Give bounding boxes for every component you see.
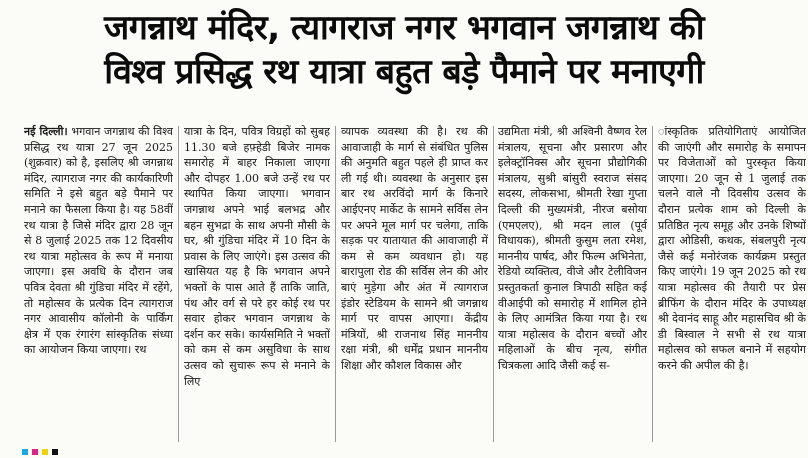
column-2-text: यात्रा के दिन, पवित्र विग्रहों को सुबह 11.30 बजे हफ़्हेडी बिजेर नामक समारोह में बाहर निकाला जाएगा और दोपहर 1.00 बजे उन्हें रथ पर स्थापित किया जाएगा। भगवान जगन्नाथ अपने भाई बलभद्र और बहन सुभद्रा के साथ अपनी मौसी के घर, श्री गुंडिचा मंदिर में 10 दिन के प्रवास के लिए जाएंगे। इस उत्सव की खासियत यह है कि भगवान अपने भक्तों के पास आते हैं ताकि जाति, पंथ और वर्ग से परे हर कोई रथ पर सवार होकर भगवान जगन्नाथ के दर्शन कर सके। कार्यसमिति ने भक्तों को कम से कम असुविधा के साथ उत्सव को सुचारू रूप से मनाने के लिए bbox=[184, 125, 330, 388]
registration-yellow-mark bbox=[42, 449, 48, 455]
article-column-1 bbox=[24, 124, 173, 442]
headline-line-1: जगन्नाथ मंदिर, त्यागराज नगर भगवान जगन्नाथ की bbox=[103, 8, 705, 48]
column-3-text: व्यापक व्यवस्था की है। रथ की आवाजाही के मार्ग से संबंधित पुलिस की अनुमति बहुत पहले ही प्राप्त कर ली गई थी। व्यवस्था के अनुसार इस बार रथ अरविंदो मार्ग के किनारे आईएनए मार्केट के सामने सर्विस लेन पर अपने मूल मार्ग पर चलेगा, ताकि सड़क पर यातायात की आवाजाही में कम से कम व्यवधान हो। यह बारापुला रोड की सर्विस लेन की ओर बाएं मुड़ेगा और अंत में त्यागराज इंडोर स्टेडियम के सामने श्री जगन्नाथ मार्ग पर वापस आएगा। केंद्रीय मंत्रियों, श्री राजनाथ सिंह माननीय रक्षा मंत्री, श्री धर्मेंद्र प्रधान माननीय शिक्षा और कौशल विकास और bbox=[341, 125, 488, 372]
article-column-2 bbox=[184, 124, 330, 442]
article-column-3 bbox=[341, 124, 488, 442]
registration-black-mark bbox=[52, 449, 58, 455]
headline-line-2: विश्व प्रसिद्ध रथ यात्रा बहुत बड़े पैमाने पर मनाएगी bbox=[104, 52, 704, 92]
dateline: नई दिल्ली। bbox=[24, 125, 68, 138]
registration-magenta-mark bbox=[32, 449, 38, 455]
print-registration-marks bbox=[22, 449, 58, 455]
article-body bbox=[0, 124, 808, 442]
registration-cyan-mark bbox=[22, 449, 28, 455]
article-column-4 bbox=[498, 124, 647, 442]
column-4-text: उद्यमिता मंत्री, श्री अश्विनी वैष्णव रेल मंत्रालय, सूचना और प्रसारण और इलेक्ट्रॉनिक्स और सूचना प्रौद्योगिकी मंत्रालय, सुश्री बांसुरी स्वराज संसद सदस्य, लोकसभा, श्रीमती रेखा गुप्ता दिल्ली की मुख्यमंत्री, नीरज बसोया (एमएलए), श्री मदन लाल (पूर्व विधायक), श्रीमती कुसुम लता रमेश, माननीय पार्षद, और फिल्म अभिनेता, रेडियो व्यक्तित्व, वीजे और टेलीविजन प्रस्तुतकर्ता कुनाल त्रिपाठी सहित कई वीआईपी को समारोह में शामिल होने के लिए आमंत्रित किया गया है। रथ यात्रा महोत्सव के दौरान बच्चों और महिलाओं के बीच नृत्य, संगीत चित्रकला आदि जैसी कई स- bbox=[498, 125, 647, 372]
column-5-text: ांस्कृतिक प्रतियोगिताएं आयोजित की जाएंगी और समारोह के समापन पर विजेताओं को पुरस्कृत किया जाएगा। 20 जून से 1 जुलाई तक चलने वाले नौ दिवसीय उत्सव के दौरान प्रत्येक शाम को दिल्ली के प्रतिष्ठित नृत्य समूह और उनके शिष्यों द्वारा ओडिसी, कथक, संबलपुरी नृत्य जैसे कई मनोरंजक कार्यक्रम प्रस्तुत किए जाएंगे। 19 जून 2025 को रथ यात्रा महोत्सव की तैयारी पर प्रेस ब्रीफिंग के दौरान मंदिर के उपाध्यक्ष श्री देवानंद साहू और महासचिव श्री के डी बिस्वाल ने सभी से रथ यात्रा महोत्सव को सफल बनाने में सहयोग करने की अपील की है। bbox=[658, 125, 806, 372]
article-column-5 bbox=[658, 124, 806, 442]
column-1-text: भगवान जगन्नाथ की विश्व प्रसिद्ध रथ यात्रा 27 जून 2025 (शुक्रवार) को है, इसलिए श्री जगन्नाथ मंदिर, त्यागराज नगर की कार्यकारिणी समिति ने इसे बहुत बड़े पैमाने पर मनाने का फैसला किया है। यह 58वीं रथ यात्रा है जिसे मंदिर द्वारा 28 जून से 8 जुलाई 2025 तक 12 दिवसीय रथ यात्रा महोत्सव के रूप में मनाया जाएगा। इस अवधि के दौरान जब पवित्र देवता श्री गुंडिचा मंदिर में रहेंगे, तो महोत्सव के प्रत्येक दिन त्यागराज नगर आवासीय कॉलोनी के पार्किंग क्षेत्र में एक रंगारंग सांस्कृतिक संध्या का आयोजन किया जाएगा। रथ bbox=[24, 125, 173, 357]
headline bbox=[0, 6, 808, 94]
